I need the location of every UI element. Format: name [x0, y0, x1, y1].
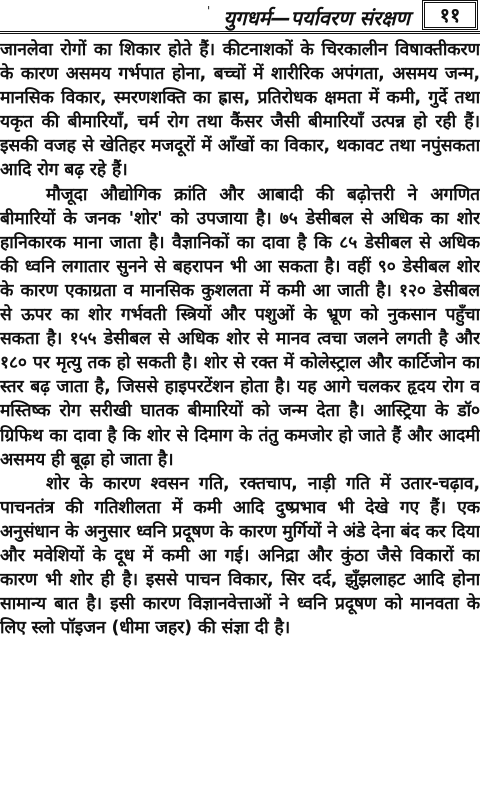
paragraph-effects: शोर के कारण श्वसन गति, रक्तचाप, नाड़ी गति में उतार-चढ़ाव, पाचनतंत्र की गतिशीलता में कमी आदि दुष्प्रभाव भी देखे गए हैं। एक अनुसंधान के अनुसार ध्वनि प्रदूषण के कारण मुर्गियों ने अंडे देना बंद कर दिया और मवेशियों के दूध में कमी आ गई। अनिद्रा और कुंठा जैसे विकारों का कारण भी शोर ही है। इससे पाचन विकार, सिर दर्द, झुँझलाहट आदि होना सामान्य बात है। इसी कारण विज्ञानवेत्ताओं ने ध्वनि प्रदूषण को मानवता के लिए स्लो पॉइजन (धीमा जहर) की संज्ञा दी है।: [0, 473, 480, 639]
paragraph-noise: मौजूदा औद्योगिक क्रांति और आबादी की बढ़ोत्तरी ने अगणित बीमारियों के जनक 'शोर' को उपजाया है। ७५ डेसीबल से अधिक का शोर हानिकारक माना जाता है। वैज्ञानिकों का दावा है कि ८५ डेसीबल से अधिक की ध्वनि लगातार सुनने से बहरापन भी आ सकता है। वहीं ९० डेसीबल शोर के कारण एकाग्रता व मानसिक कुशलता में कमी आ जाती है। १२० डेसीबल से ऊपर का शोर गर्भवती स्त्रियों और पशुओं के भ्रूण को नुकसान पहुँचा सकता है। १५५ डेसीबल से अधिक शोर से मानव त्वचा जलने लगती है और १८० पर मृत्यु तक हो सकती है। शोर से रक्त में कोलेस्ट्राल और कार्टिजोन का स्तर बढ़ जाता है, जिससे हाइपरटेंशन होता है। यह आगे चलकर हृदय रोग व मस्तिष्क रोग सरीखी घातक बीमारियों को जन्म देता है। आस्ट्रिया के डॉ० ग्रिफिथ का दावा है कि शोर से दिमाग के तंतु कमजोर हो जाते हैं और आदमी असमय ही बूढ़ा हो जाता है।: [0, 184, 480, 470]
page-number: ११: [422, 0, 478, 30]
header-mark: ': [207, 4, 211, 18]
running-header: [0, 0, 480, 34]
body-text: [0, 38, 480, 640]
header-title: युगधर्म—पर्यावरण संरक्षण: [223, 6, 410, 30]
paragraph-continuation: जानलेवा रोगों का शिकार होते हैं। कीटनाशकों के चिरकालीन विषाक्तीकरण के कारण असमय गर्भपात होना, बच्चों में शारीरिक अपंगता, असमय जन्म, मानसिक विकार, स्मरणशक्ति का ह्रास, प्रतिरोधक क्षमता में कमी, गुर्दे तथा यकृत की बीमारियाँ, चर्म रोग तथा कैंसर जैसी बीमारियाँ उत्पन्न हो रही हैं। इसकी वजह से खेतिहर मजदूरों में आँखों का विकार, थकावट तथा नपुंसकता आदि रोग बढ़ रहे हैं।: [0, 40, 480, 181]
header-rule: [0, 31, 480, 34]
